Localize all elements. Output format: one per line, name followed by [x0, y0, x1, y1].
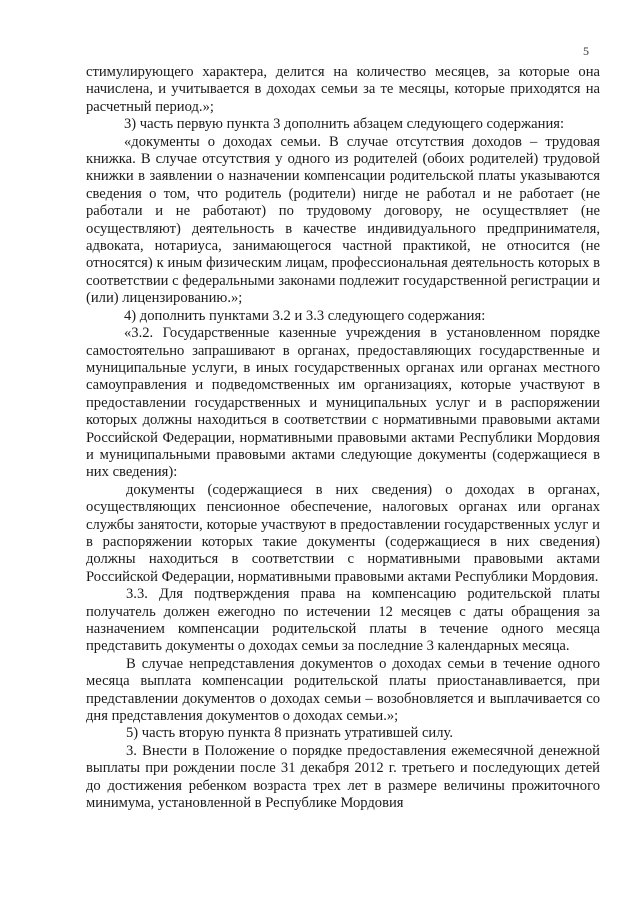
document-body: [86, 64, 600, 812]
paragraph-non-submission: В случае непредставления документов о доходах семьи в течение одного месяца выплата компенсации родительской платы приостанавливается, при представлении документов о доходах семьи – возобновляется и выплачивается со дня представления документов о доходах семьи.»;: [86, 655, 600, 725]
paragraph-documents-income: «документы о доходах семьи. В случае отсутствия доходов – трудовая книжка. В случае отсутствия у одного из родителей (обоих родителей) трудовой книжки в заявлении о назначении компенсации родительской платы указываются сведения о том, что родитель (родители) нигде не работал и не работает (не работали и не работают) по трудовому договору, не осуществляет (не осуществляют) деятельность в качестве индивидуального предпринимателя, адвоката, нотариуса, занимающегося частной практикой, не относится (не относятся) к иным физическим лицам, профессиональная деятельность которых в соответствии с федеральными законами подлежит государственной регистрации и (или) лицензированию.»;: [86, 133, 600, 307]
paragraph-section-3: 3. Внести в Положение о порядке предоставления ежемесячной денежной выплаты при рождении после 31 декабря 2012 г. третьего и последующих детей до достижения ребенком возраста трех лет в размере величины прожиточного минимума, установленной в Республике Мордовия: [86, 742, 600, 812]
paragraph-item-4: 4) дополнить пунктами 3.2 и 3.3 следующего содержания:: [124, 307, 486, 324]
paragraph-3-3: 3.3. Для подтверждения права на компенсацию родительской платы получатель должен ежегодно по истечении 12 месяцев с даты обращения за назначением компенсации родительской платы в течение одного месяца представить документы о доходах семьи за последние 3 календарных месяца.: [86, 586, 600, 655]
paragraph-documents-list: документы (содержащиеся в них сведения) о доходах в органах, осуществляющих пенсионное обеспечение, налоговых органах или органах службы занятости, которые участвуют в предоставлении государственных услуг и в распоряжении которых такие документы (содержащиеся в них сведения) должны находиться в соответствии с нормативными правовыми актами Российской Федерации, нормативными правовыми актами Республики Мордовия.: [86, 481, 600, 585]
page-number: 5: [583, 44, 589, 58]
paragraph-item-3: 3) часть первую пункта 3 дополнить абзацем следующего содержания:: [124, 116, 565, 133]
paragraph-continuation: стимулирующего характера, делится на количество месяцев, за которые она начислена, и учитывается в доходах семьи за те месяцы, которые приходятся на расчетный период.»;: [86, 64, 600, 115]
paragraph-item-5: 5) часть вторую пункта 8 признать утратившей силу.: [126, 725, 454, 742]
paragraph-3-2: «3.2. Государственные казенные учреждения в установленном порядке самостоятельно запрашивают в органах, предоставляющих государственные и муниципальные услуги, в иных государственных органах или органах местного самоуправления и подведомственных им организациях, которые участвуют в предоставлении государственных и муниципальных услуг и в распоряжении которых должны находиться в соответствии с нормативными правовыми актами Российской Федерации, нормативными правовыми актами Республики Мордовия и муниципальными правовыми актами следующие документы (содержащиеся в них сведения):: [86, 325, 600, 481]
